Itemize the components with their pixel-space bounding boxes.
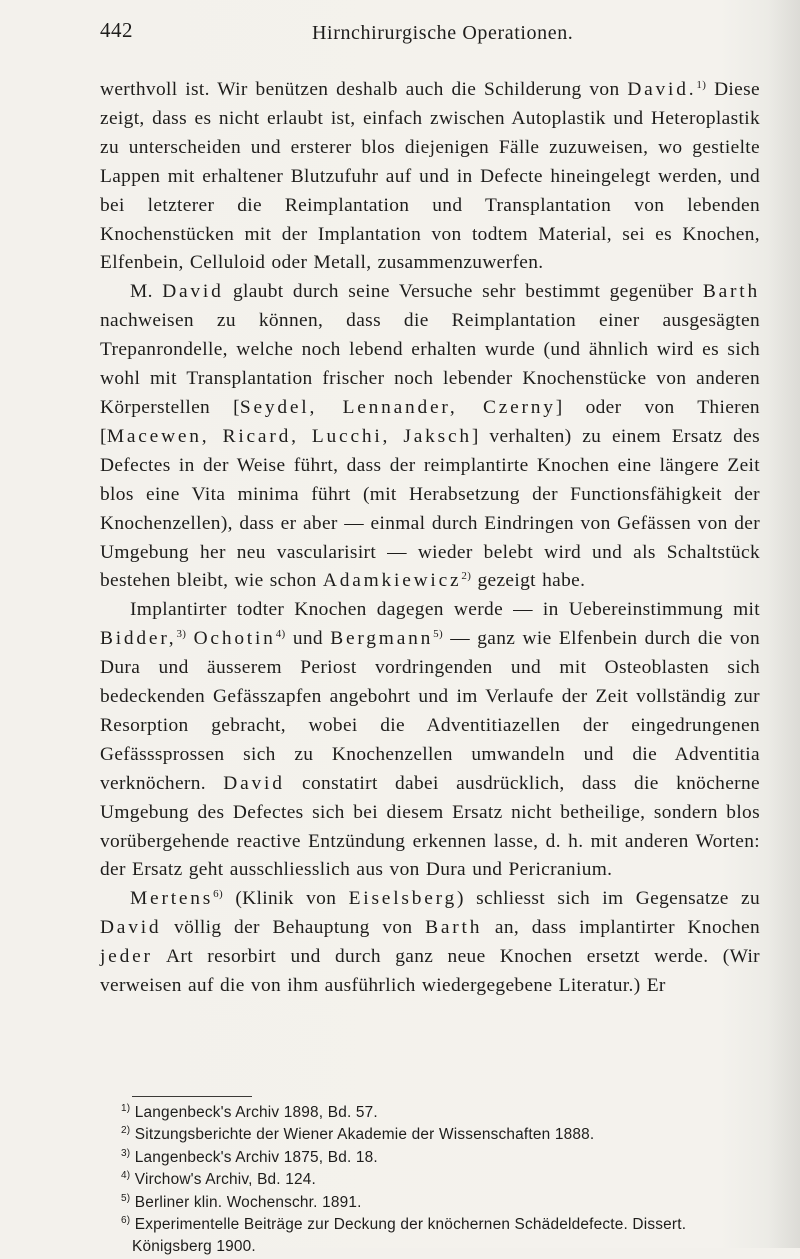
footnote-4	[100, 1169, 760, 1191]
text-run: glaubt durch seine Versuche sehr bestimmt gegenüber	[223, 281, 703, 303]
running-title: Hirnchirurgische Operationen.	[312, 22, 574, 44]
text-run: — ganz wie Elfenbein durch die von Dura und äusserem Periost vordringenden und mit Osteoblasten sich bedeckenden Gefässzapfen angebohrt und im Verlaufe der Zeit vollständig zur Resorption gebracht, wobei die Adventitiazellen der eingedrungenen Gefässsprossen sich zu Knochenzellen umwandeln und die Adventitia verknöchern.	[100, 628, 761, 794]
footnote-ref: 3)	[176, 628, 187, 641]
text-run: werthvoll ist. Wir benützen deshalb auch die Schilderung von	[100, 79, 628, 100]
person-name: David	[100, 917, 162, 939]
person-name: Barth	[425, 917, 483, 939]
footnote-ref: 5)	[433, 628, 443, 641]
paragraph-4	[100, 885, 760, 1001]
text-run: M.	[130, 281, 163, 303]
text-run: Art resorbirt und durch ganz neue Knochen ersetzt werde. (Wir verweisen auf die von ihm ausführlich wiedergegebene Literatur.) Er	[100, 946, 760, 997]
person-name: Adamkiewicz	[322, 570, 462, 592]
footnote-text: Langenbeck's Archiv 1898, Bd. 57.	[134, 1104, 378, 1121]
paragraph-2	[100, 278, 760, 596]
text-run: und	[285, 628, 331, 650]
text-run: (Klinik von	[223, 888, 349, 910]
text-run: Implantirter todter Knochen dagegen werde — in Uebereinstimmung mit	[130, 599, 760, 621]
footnote-text: Sitzungsberichte der Wiener Akademie der Wissenschaften 1888.	[134, 1126, 595, 1144]
text-run: ] oder von Thieren [	[100, 396, 760, 447]
footnote-marker: 6)	[121, 1215, 131, 1227]
footnote-ref: 6)	[213, 888, 224, 901]
footnote-marker: 5)	[121, 1192, 131, 1204]
person-name: Ochotin	[193, 628, 276, 650]
footnote-marker: 4)	[121, 1170, 131, 1182]
footnote-ref: 2)	[461, 570, 472, 583]
footnote-2	[100, 1124, 760, 1146]
person-name: David.	[627, 79, 697, 100]
footnote-text: Berliner klin. Wochenschr. 1891.	[134, 1193, 362, 1211]
person-name: Mertens	[130, 888, 214, 910]
person-name: Bergmann	[330, 628, 434, 650]
footnote-1	[100, 1102, 760, 1124]
page-number: 442	[100, 18, 133, 42]
text-run: völlig der Behauptung von	[161, 917, 426, 939]
footnote-text: Langenbeck's Archiv 1875, Bd. 18.	[134, 1148, 378, 1166]
text-run: Diese zeigt, dass es nicht erlaubt ist, einfach zwischen Autoplastik und Heteroplastik zu unterscheiden und ersterer blos diejenigen Fälle zuzuweisen, wo gestielte Lappen mit erhaltener Blutzufuhr auf und in Defecte hineingelegt werden, und bei letzterer die Reimplantation und Transplantation von lebenden Knochenstücken mit der Implantation von todtem Material, sei es Knochen, Elfenbein, Celluloid oder Metall, zusammenzuwerfen.	[100, 79, 760, 274]
person-name: Bidder,	[100, 628, 177, 650]
text-run: an, dass implantirter Knochen	[482, 917, 761, 939]
page-header	[100, 16, 760, 56]
text-run: constatirt dabei ausdrücklich, dass die knöcherne Umgebung des Defectes sich bei diesem Ersatz nicht betheilige, sondern blos vorübergehende reactive Entzündung erkennen lasse, d. h. mit anderen Worten: der Ersatz geht ausschliesslich aus von Dura und Pericranium.	[100, 772, 760, 881]
person-name: Eiselsberg	[348, 888, 458, 910]
person-name: David	[223, 772, 285, 794]
footnotes	[100, 1102, 760, 1259]
text-run	[186, 628, 193, 649]
person-name: Barth	[702, 281, 760, 303]
footnote-marker: 1)	[121, 1103, 131, 1114]
footnote-text: Experimentelle Beiträge zur Deckung der knöchernen Schädeldefecte. Dissert. Königsberg 1900.	[132, 1216, 687, 1256]
text-run: ] verhalten) zu einem Ersatz des Defectes in der Weise führt, dass der reimplantirte Knochen eine längere Zeit blos eine Vita minima führt (mit Herabsetzung der Functionsfähigkeit der Knochenzellen), dass er aber — einmal durch Eindringen von Gefässen von der Umgebung her neu vascularisirt — wieder belebt wird und als Schaltstück bestehen bleibt, wie schon	[100, 425, 760, 592]
footnote-text: Virchow's Archiv, Bd. 124.	[134, 1171, 317, 1189]
footnote-5	[100, 1192, 760, 1214]
text-run: nachweisen zu können, dass die Reimplantation einer ausgesägten Trepanrondelle, welche noch lebend erhalten wurde (und ähnlich wird es sich wohl mit Transplantation frischer noch lebender Knochenstücke von anderen Körperstellen [	[100, 310, 760, 418]
paragraph-3	[100, 596, 760, 885]
footnote-divider	[132, 1096, 252, 1097]
footnote-marker: 2)	[121, 1125, 131, 1137]
text-run: gezeigt habe.	[471, 570, 586, 592]
footnote-ref: 4)	[275, 628, 286, 641]
person-name: Macewen, Ricard, Lucchi, Jaksch	[106, 425, 472, 447]
text-run: ) schliesst sich im Gegensatze zu	[457, 888, 760, 910]
body-text	[100, 76, 760, 1001]
person-name: jeder	[100, 946, 153, 968]
footnote-3	[100, 1147, 760, 1169]
footnote-marker: 3)	[121, 1147, 131, 1159]
person-name: Seydel, Lennander, Czerny	[239, 396, 556, 418]
footnote-ref: 1)	[696, 79, 707, 91]
footnote-6	[100, 1214, 760, 1259]
paragraph-1	[100, 76, 760, 278]
person-name: David	[162, 281, 224, 303]
